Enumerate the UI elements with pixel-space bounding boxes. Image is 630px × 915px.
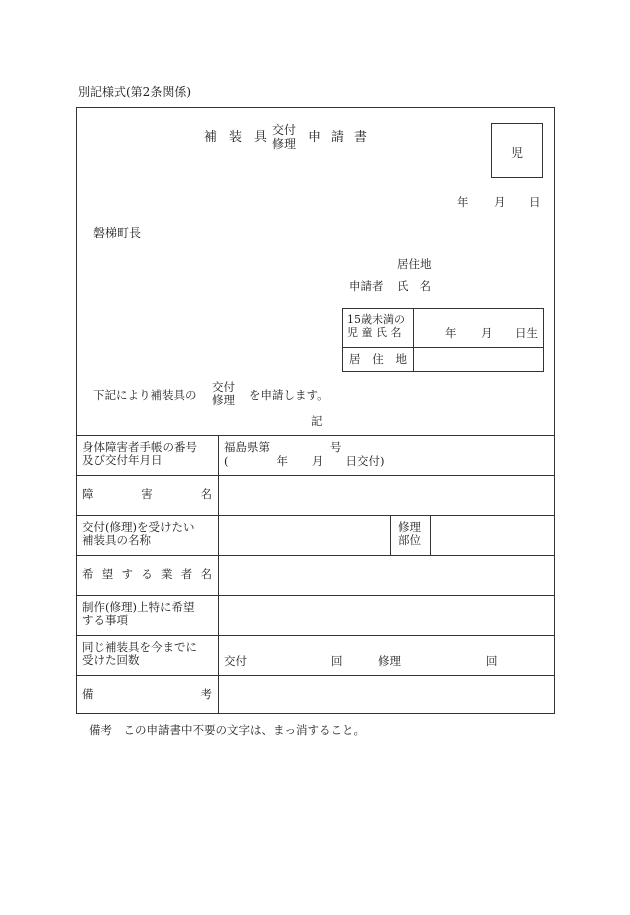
form-header-label: 別記様式(第2条関係) [78, 85, 191, 99]
row-disability-label: 障 害 名 [82, 487, 212, 501]
request-suffix: を申請します。 [249, 388, 329, 402]
request-prefix: 下記により補装具の [93, 388, 197, 402]
date-year: 年 [457, 195, 469, 209]
date-day: 日 [529, 195, 541, 209]
applicant-role-label: 申請者 [349, 279, 384, 293]
row-handbook-label: 身体障害者手帳の番号 及び交付年月日 [82, 440, 197, 468]
footer-note: 備考 この申請書中不要の文字は、まっ消すること。 [89, 723, 365, 737]
past-count-kai1: 回 [331, 654, 343, 668]
row-past-count-label: 同じ補装具を今までに 受けた回数 [82, 640, 197, 668]
row-handbook-date: ( 年 月 日交付) [224, 454, 385, 468]
addressee: 磐梯町長 [93, 226, 142, 240]
row-vendor-label: 希 望 す る 業 者 名 [82, 567, 212, 581]
child-birth-month: 月 [481, 326, 493, 340]
child-birth-year: 年 [445, 326, 457, 340]
applicant-address-label: 居住地 [397, 257, 432, 271]
title-part2: 申 請 書 [308, 130, 368, 145]
date-month: 月 [494, 195, 506, 209]
row-handbook-number: 福島県第 号 [224, 440, 342, 454]
title-part1: 補 装 具 [204, 130, 268, 145]
stamp-text: 児 [510, 146, 523, 160]
row-repair-part-label: 修理 部位 [398, 520, 421, 548]
past-count-kai2: 回 [486, 654, 498, 668]
ki-label: 記 [311, 414, 323, 428]
past-count-shuri: 修理 [378, 654, 401, 668]
title-option: 交付 修理 [272, 123, 297, 151]
past-count-kofu: 交付 [224, 654, 247, 668]
row-special-request-label: 制作(修理)上特に希望 する事項 [82, 600, 195, 628]
child-address-label: 居 住 地 [349, 352, 407, 366]
child-birth-day: 日生 [515, 326, 538, 340]
stamp-box [491, 123, 543, 178]
child-name-label: 15歳未満の 児 童 氏 名 [347, 313, 405, 339]
request-option: 交付 修理 [212, 380, 235, 408]
row-remarks-label: 備 考 [82, 687, 212, 701]
row-device-name-label: 交付(修理)を受けたい 補装具の名称 [82, 520, 195, 548]
applicant-name-label: 氏 名 [397, 279, 431, 293]
